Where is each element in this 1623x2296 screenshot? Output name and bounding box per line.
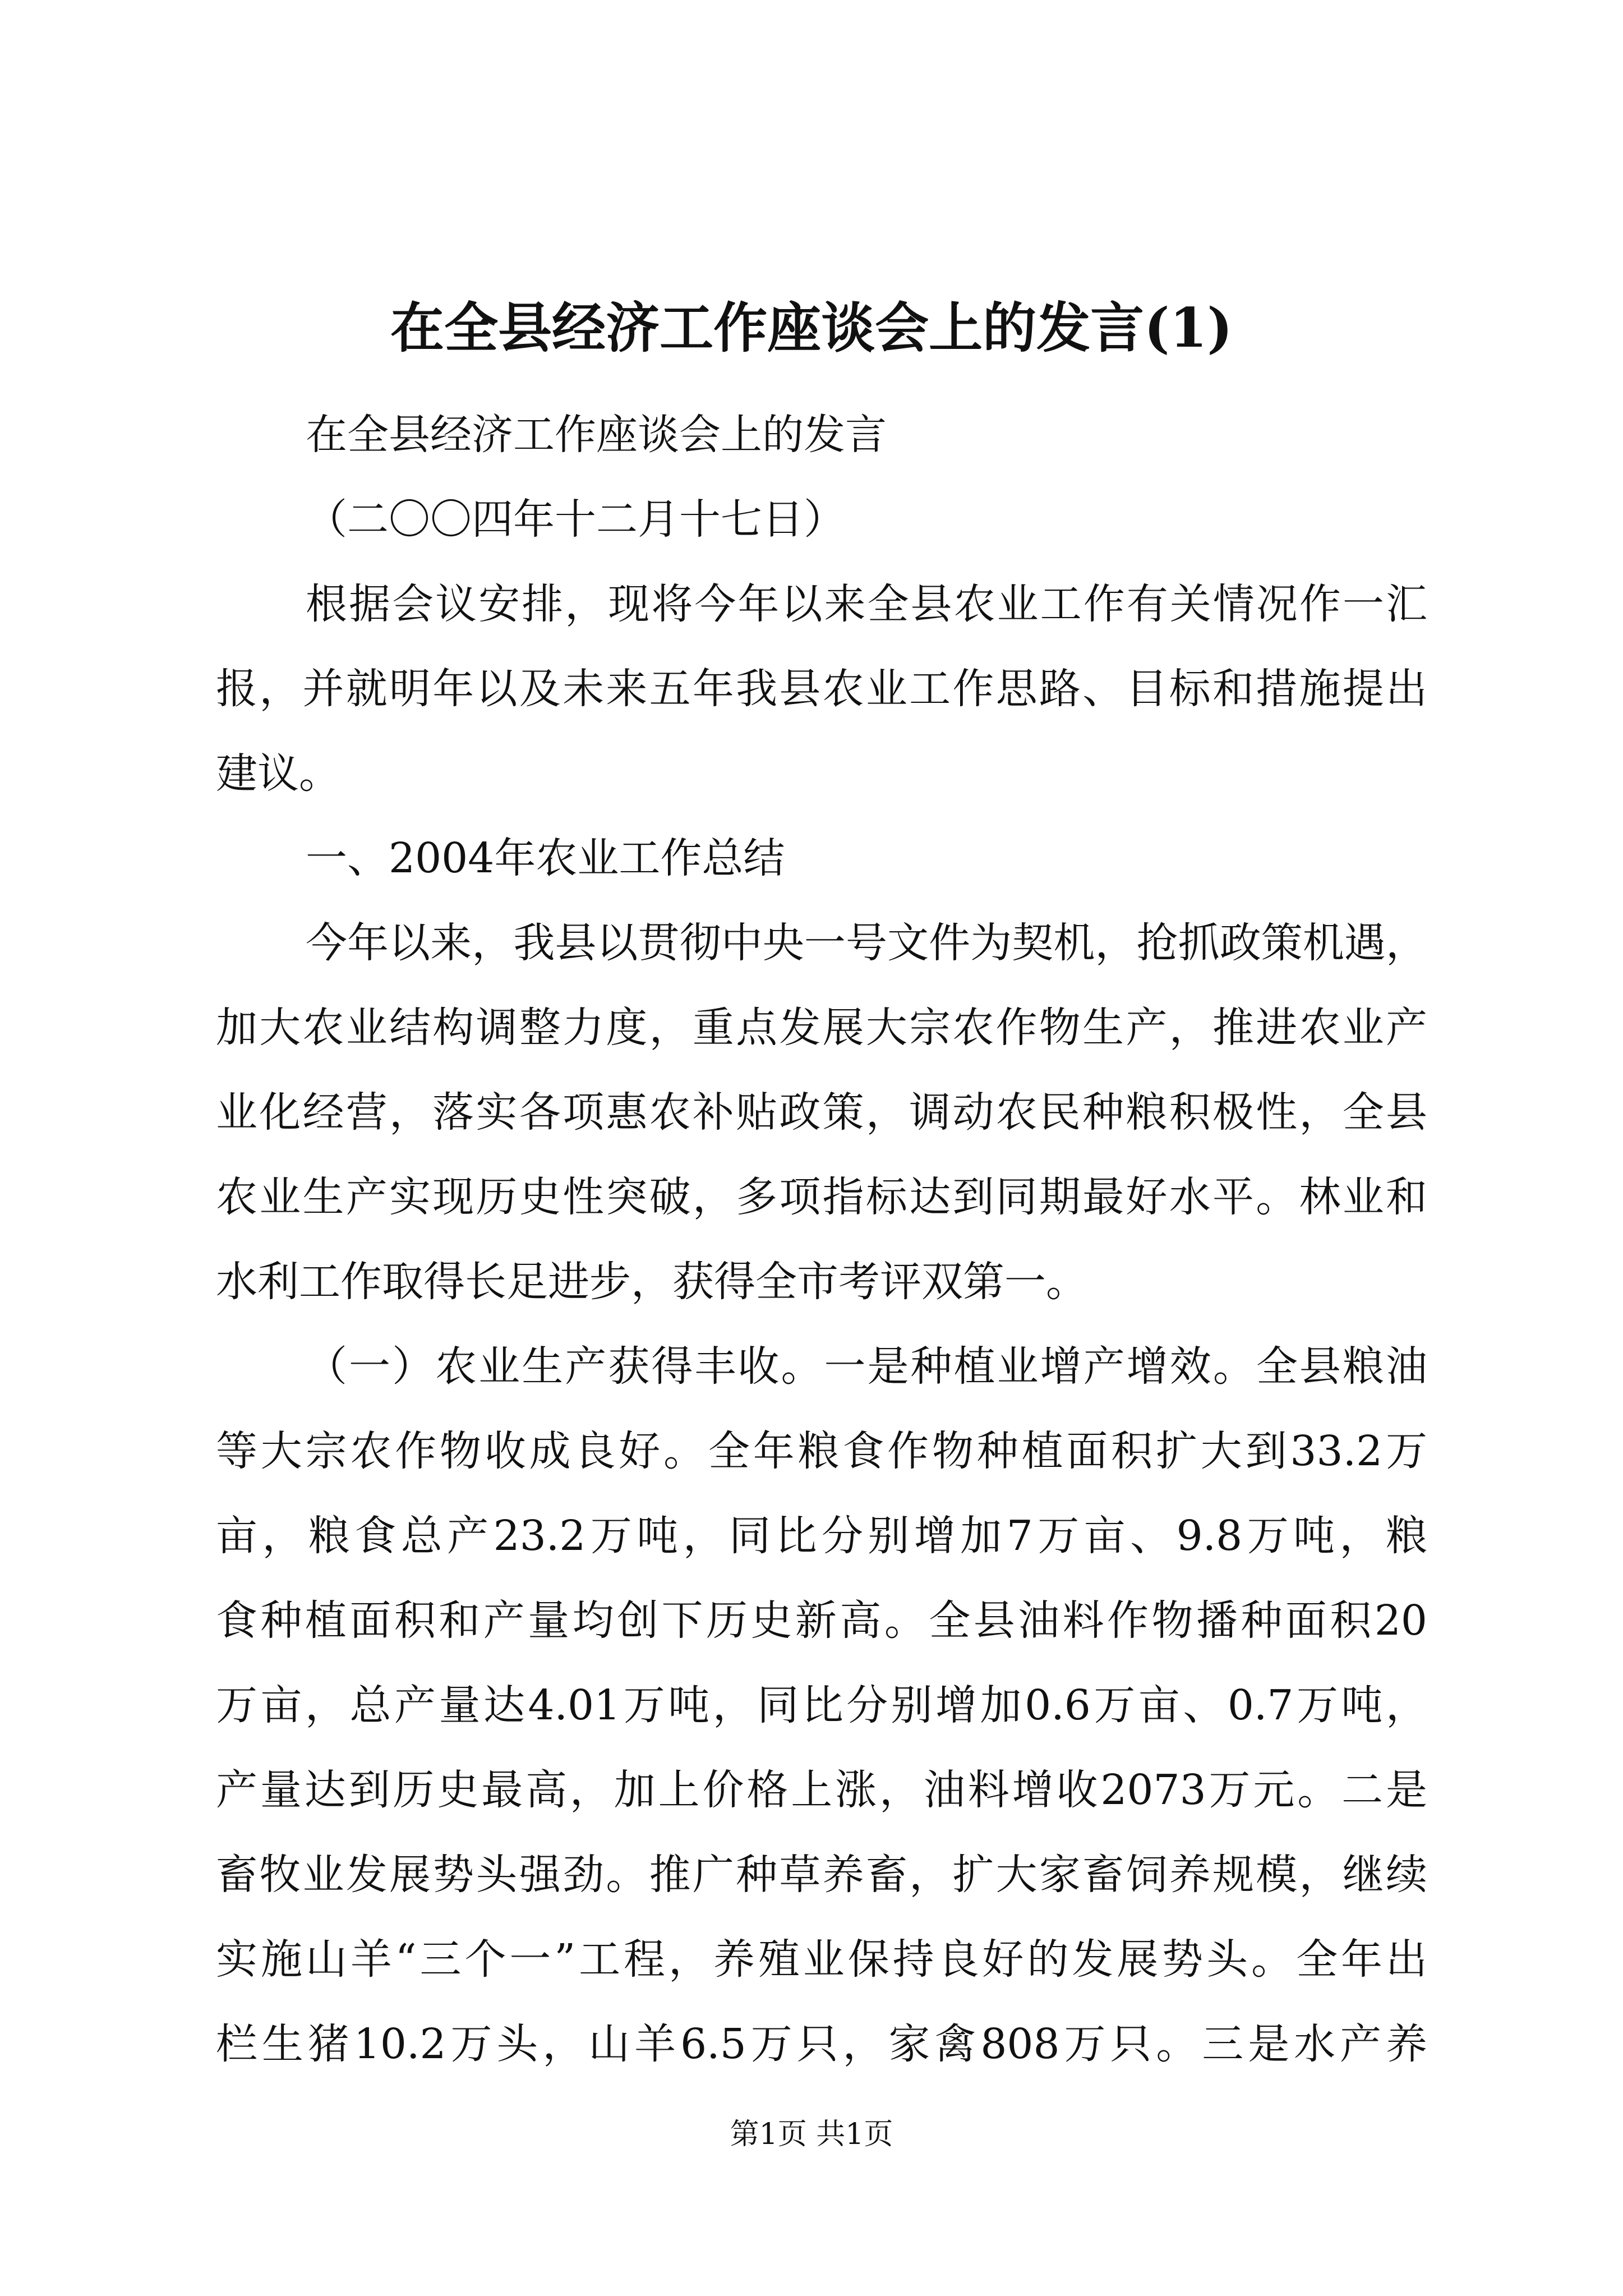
paragraph-line: 万亩，总产量达4.01万吨，同比分别增加0.6万亩、0.7万吨， [216,1681,1427,1729]
paragraph-line: 栏生猪10.2万头，山羊6.5万只，家禽808万只。三是水产养 [216,2020,1427,2068]
paragraph-line: 今年以来，我县以贯彻中央一号文件为契机，抢抓政策机遇， [306,919,1427,967]
paragraph-line: 实施山羊“三个一”工程，养殖业保持良好的发展势头。全年出 [216,1935,1427,1984]
paragraph-line: 水利工作取得长足进步，获得全市考评双第一。 [216,1258,1087,1306]
document-body [216,393,1427,2087]
paragraph-line: 业化经营，落实各项惠农补贴政策，调动农民种粮积极性，全县 [216,1088,1427,1137]
section-heading: 一、2004年农业工作总结 [306,834,785,882]
date-line: （二〇〇四年十二月十七日） [306,495,845,544]
page-footer: 第1页 共1页 [730,2118,893,2151]
paragraph-line: 报，并就明年以及未来五年我县农业工作思路、目标和措施提出 [216,665,1427,713]
document-title: 在全县经济工作座谈会上的发言(1) [390,296,1233,360]
paragraph-line: 产量达到历史最高，加上价格上涨，油料增收2073万元。二是 [216,1766,1427,1814]
paragraph-line: 根据会议安排，现将今年以来全县农业工作有关情况作一汇 [306,580,1427,628]
paragraph-line: 加大农业结构调整力度，重点发展大宗农作物生产，推进农业产 [216,1004,1427,1052]
paragraph-line: 亩，粮食总产23.2万吨，同比分别增加7万亩、9.8万吨，粮 [216,1512,1427,1560]
paragraph-line: 畜牧业发展势头强劲。推广种草养畜，扩大家畜饲养规模，继续 [216,1851,1427,1899]
paragraph-line: 农业生产实现历史性突破，多项指标达到同期最好水平。林业和 [216,1173,1427,1221]
paragraph-line: 等大宗农作物收成良好。全年粮食作物种植面积扩大到33.2万 [216,1427,1427,1475]
subtitle-line: 在全县经济工作座谈会上的发言 [306,411,887,459]
paragraph-line: （一）农业生产获得丰收。一是种植业增产增效。全县粮油 [306,1342,1427,1391]
paragraph-line: 食种植面积和产量均创下历史新高。全县油料作物播种面积20 [216,1596,1427,1645]
paragraph-line: 建议。 [216,749,340,798]
